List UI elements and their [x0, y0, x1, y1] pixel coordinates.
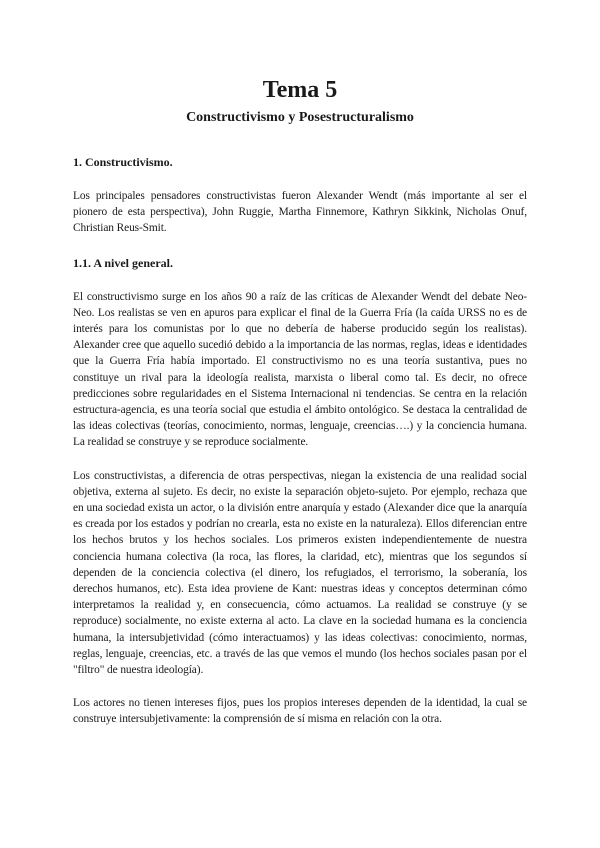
- section-heading-constructivismo: 1. Constructivismo.: [73, 155, 173, 169]
- paragraph-surgimiento-constructivismo: El constructivismo surge en los años 90 a raíz de las críticas de Alexander Wendt del debate Neo-Neo. Los realistas se ven en apuros para explicar el final de la Guerra Fría (la caída URSS no es de interés para los comunistas por lo que no debería de haberse producido según los realistas). Alexander cree que aquello sucedió debido a la importancia de las normas, reglas, ideas e identidades que la Guerra Fría había importado. El constructivismo no es una teoría sustantiva, pues no constituye un rival para la ideología realista, marxista o liberal como tal. Es decir, no ofrece predicciones sobre regularidades en el Sistema Internacional ni tendencias. Se centra en la relación estructura-agencia, es una teoría social que estudia el ámbito ontológico. Se destaca la centralidad de las ideas colectivas (teorías, conocimiento, normas, lenguaje, creencias….) y la conciencia humana. La realidad se construye y se reproduce socialmente.: [73, 290, 527, 449]
- document-subtitle: Constructivismo y Posestructuralismo: [186, 110, 414, 125]
- document-page: [73, 76, 527, 728]
- paragraph-realidad-social: Los constructivistas, a diferencia de otras perspectivas, niegan la existencia de una realidad social objetiva, externa al sujeto. Es decir, no existe la separación objeto-sujeto. Por ejemplo, rechaza que en una sociedad exista un actor, o la división entre anarquía y estado (Alexander dice que la anarquía es creada por los estados y podrían no crearla, esta no existe en la naturaleza). Ellos diferencian entre los hechos brutos y los hechos sociales. Los primeros existen independientemente de nuestra conciencia humana colectiva (la roca, las flores, la claridad, etc), mientras que los segundos sí dependen de la conciencia colectiva (el dinero, los refugiados, el terrorismo, la soberanía, los derechos humanos, etc). Esta idea proviene de Kant: nuestras ideas y conceptos determinan cómo interpretamos la realidad y, en consecuencia, cómo actuamos. La realidad se construye (y se reproduce) socialmente, no existe externa al acto. La clave en la sociedad humana es la conciencia humana, la intersubjetividad (cómo interactuamos) y las ideas colectivas: conocimiento, normas, reglas, lenguaje, creencias, etc. a través de las que vemos el mundo (los hechos sociales pasan por el "filtro" de nuestra ideología).: [73, 469, 527, 677]
- paragraph-principales-pensadores: Los principales pensadores constructivistas fueron Alexander Wendt (más importante al ser el pionero de esta perspectiva), John Ruggie, Martha Finnemore, Kathryn Sikkink, Nicholas Onuf, Christian Reus-Smit.: [73, 190, 527, 235]
- paragraph-intereses-actores: Los actores no tienen intereses fijos, pues los propios intereses dependen de la identidad, la cual se construye intersubjetivamente: la comprensión de sí misma en relación con la otra.: [73, 697, 527, 726]
- document-title: Tema 5: [262, 77, 338, 103]
- section-heading-nivel-general: 1.1. A nivel general.: [73, 255, 173, 270]
